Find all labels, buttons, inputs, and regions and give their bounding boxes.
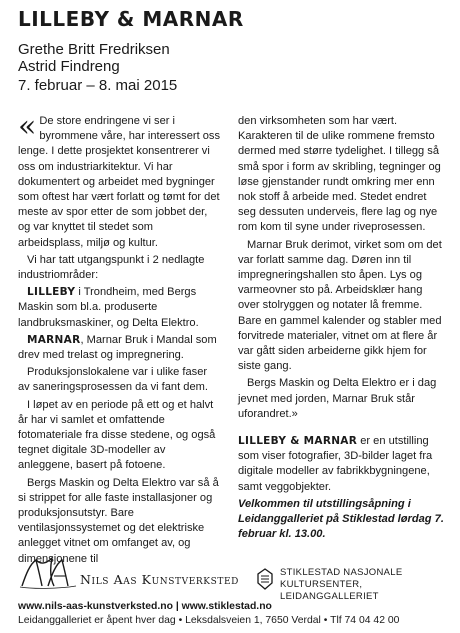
lilleby-text: i Trondheim, med Bergs Maskin som bl.a. produserte landbruksmaskiner, og Delta Elektro. [18,286,199,329]
paragraph-intro [18,109,221,251]
nils-aas-monogram-icon [18,556,80,590]
text-column-left [18,109,221,567]
text-column-right [238,114,444,542]
marnar-text: , Marnar Bruk i Mandal som drev med trelast og impregnering. [18,333,217,362]
paragraph-marnar-bruk: Marnar Bruk derimot, virket som om det var forlatt samme dag. Døren inn til impregneringshallen sto åpen. Lys og varmeovner sto på. Arbeidsklær hang over stolryggen og notater lå fremme. Bare en gammel kalender og stabler med forvitrede materialer, vitnet om at flere år var gått siden arbeiderne gikk hjem for siste gang. [238,238,442,373]
paragraph-exhibition [238,434,444,495]
footer-info: Leidanggalleriet er åpent hver dag • Leksdalsveien 1, 7650 Verdal • Tlf 74 04 42 00 [18,615,400,626]
paragraph-marnar [18,333,221,363]
header [18,6,448,95]
nils-aas-logo-text: Nils Aas Kunstverksted [80,572,239,587]
stiklestad-line-1: STIKLESTAD NASJONALE KULTURSENTER, [280,567,403,590]
footer-websites: www.nils-aas-kunstverksted.no | www.stiklestad.no [18,601,272,612]
logo-bar [16,556,446,602]
paragraph-bergs: Bergs Maskin og Delta Elektro var så å si strippet for alle faste installasjoner og produksjonsutstyr. Bare ventilasjonssystemet og det elektriske anlegget vitnet om omfanget av, og dimensjonene til [18,476,219,565]
marnar-name: MARNAR [27,333,81,346]
lilleby-name: LILLEBY [27,286,76,299]
footer [18,600,448,628]
opening-invitation: Velkommen til utstillingsåpning i Leidanggalleriet på Stiklestad lørdag 7. februar kl. 13.00. [238,497,444,541]
paragraph-today: Bergs Maskin og Delta Elektro er i dag jevnet med jorden, Marnar Bruk står uforandret.» [238,377,437,420]
paragraph-continuation: den virksomheten som har vært. Karakteren til de ulike rommene fremsto dermed med større tydelighet. I tillegg så små spor i form av skribling, tegninger og løse gjenstander rundt omkring mer enn nok stoff å arbeide med. Stedet endret seg dessuten underveis, flere lag og nye rom kom til syne under riveprosessen. [238,115,441,234]
artist-name-2: Astrid Findreng [18,58,120,75]
paragraph-starting-point: Vi har tatt utgangspunkt i 2 nedlagte industriområder: [18,253,205,282]
exhibition-text: er en utstilling som viser fotografier, 3D-bilder laget fra digitale modeller av fabrikkbygningene, samt veggobjekter. [238,435,433,493]
intro-text: De store endringene vi ser i byrommene våre, har interessert oss lenge. I dette prosjektet konsentrerer vi oss om industriarkitektur. Vi har dokumentert og arbeidet med bygninger som oftest har vært forlatt og tømt for det meste av spor etter de som jobbet der, og var knyttet til stedet som arbeidsplass, miljø og kultur. [18,115,221,249]
stiklestad-logo-icon [256,568,274,590]
artist-name-1: Grethe Britt Fredriksen [18,41,170,58]
exhibition-title: LILLEBY & MARNAR [18,7,244,31]
stiklestad-logo-text [280,567,446,603]
exhibition-name: LILLEBY & MARNAR [238,435,358,448]
exhibition-dates: 7. februar – 8. mai 2015 [18,77,178,94]
paragraph-lilleby [18,285,221,331]
opening-quote-mark: « [18,109,37,144]
paragraph-production: Produksjonslokalene var i ulike faser av saneringsprosessen da vi fant dem. [18,366,208,394]
stiklestad-line-2: LEIDANGGALLERIET [280,591,379,602]
paragraph-period: I løpet av en periode på ett og et halvt år har vi samlet et omfattende fotomateriale fra disse stedene, og også tegnet digitale 3D-modeller av anleggene, basert på fotoene. [18,398,216,472]
